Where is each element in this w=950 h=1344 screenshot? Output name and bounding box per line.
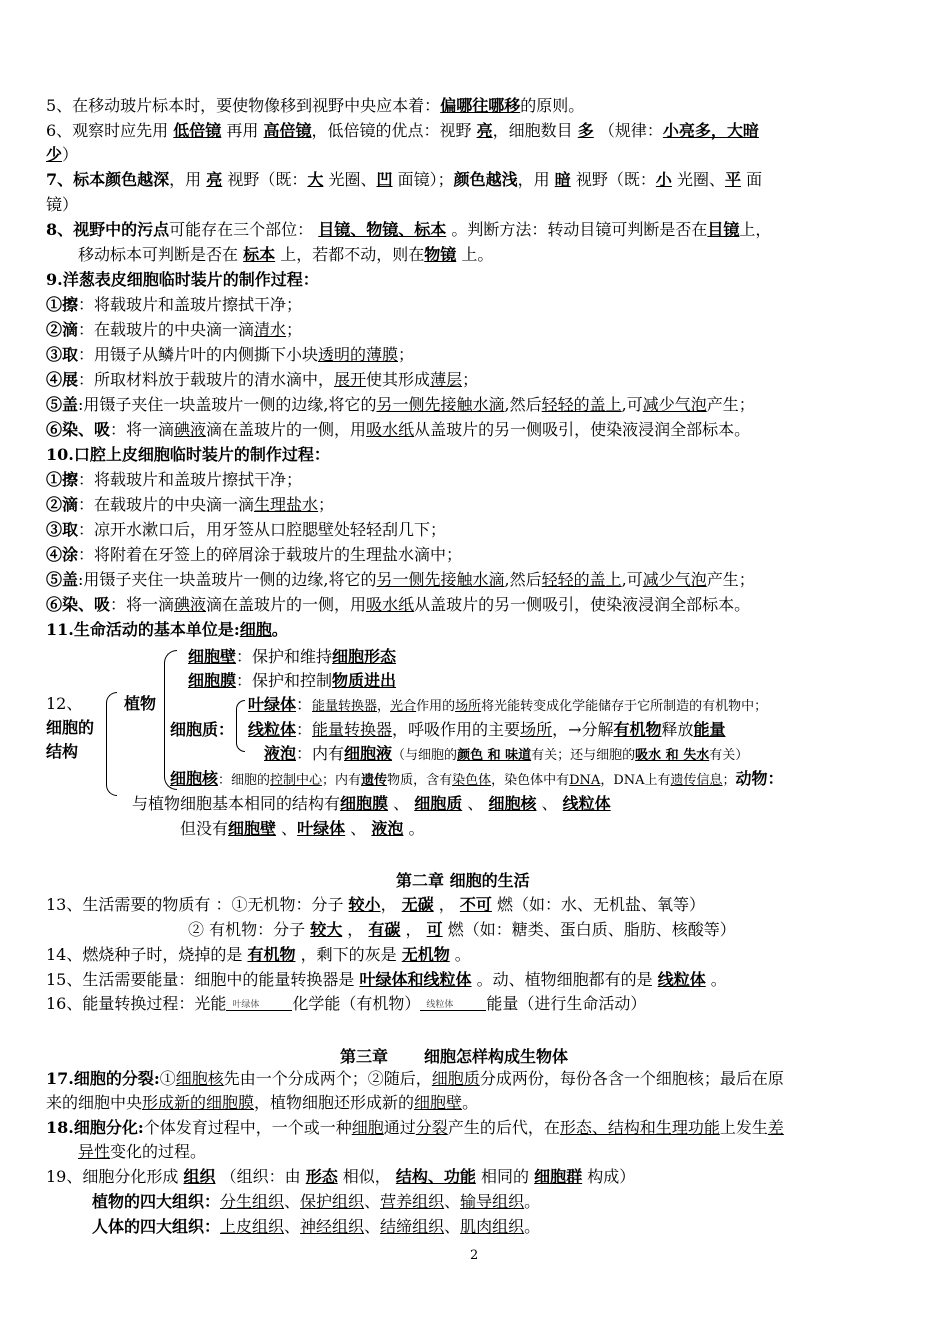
answer: 细胞膜 — [340, 794, 389, 813]
step-key: ⑥染、吸 — [46, 420, 111, 439]
answer: 有碳 — [368, 920, 401, 939]
text: 释放 — [661, 720, 694, 739]
text: （组织：由 — [220, 1167, 301, 1186]
text: ： — [296, 695, 313, 714]
answer: 营养组织 — [380, 1192, 445, 1211]
text: 。 — [524, 1217, 541, 1236]
item-18-cont — [78, 1140, 206, 1164]
text: 从盖玻片的另一侧吸引，使染液浸润全部标本。 — [414, 420, 751, 439]
answer: 多 — [577, 121, 594, 140]
text: 的原则。 — [520, 96, 585, 115]
answer: 线粒体 — [657, 970, 706, 989]
text: 。 — [271, 620, 288, 639]
answer: 光合 — [390, 699, 417, 714]
answer: 亮 — [206, 170, 223, 189]
text: 视野（既： — [227, 170, 308, 189]
text: 移动标本可判断是否在 — [78, 245, 239, 264]
step-key: ④涂 — [46, 545, 79, 564]
text: ， — [405, 920, 422, 939]
item-17-cont — [46, 1091, 478, 1115]
text: 上。 — [461, 245, 494, 264]
term: 线粒体 — [248, 720, 297, 739]
text: 有关） — [709, 748, 749, 763]
answer: 生理盐水 — [254, 495, 319, 514]
answer: 轻轻的盖上 — [541, 395, 622, 414]
step-key: ③取 — [46, 520, 79, 539]
text: ：在载玻片的中央滴一滴 — [78, 495, 255, 514]
answer: 能量转换器 — [312, 720, 393, 739]
answer: 偏哪往哪移 — [440, 96, 521, 115]
text: 燃（如：糖类、蛋白质、脂肪、核酸等） — [447, 920, 736, 939]
term: 细胞核 — [170, 769, 219, 788]
item-18 — [46, 1116, 784, 1140]
text: 5、在移动玻片标本时，要使物像移到视野中央应本着： — [46, 96, 441, 115]
answer: 较小 — [348, 895, 381, 914]
text: ： — [218, 720, 235, 739]
text: 16、能量转换过程：光能 — [46, 994, 227, 1013]
step-key: ②滴 — [46, 320, 79, 339]
answer: 小亮多，大暗 — [662, 121, 759, 140]
answer: 有机物 — [247, 945, 296, 964]
answer: 遗传信息 — [670, 773, 723, 788]
text: ，DNA上有 — [600, 773, 671, 788]
text: 、 — [281, 819, 298, 838]
text: :用镊子夹住一块盖玻片一侧的边缘,将它的 — [78, 570, 377, 589]
answer: 可 — [426, 920, 443, 939]
item-10-step — [46, 543, 462, 567]
answer: 低倍镜 — [173, 121, 222, 140]
item-13-cont — [188, 918, 736, 942]
answer: 线粒体 — [562, 794, 611, 813]
answer: 形态 — [305, 1167, 338, 1186]
text: 上发生 — [719, 1118, 768, 1137]
animal-not-row — [180, 817, 424, 841]
answer: 暗 — [554, 170, 571, 189]
text: 19、细胞分化形成 — [46, 1167, 179, 1186]
answer: 另一侧先接触水滴 — [376, 395, 505, 414]
answer: 细胞质 — [431, 1069, 480, 1088]
answer: 吸水纸 — [366, 420, 415, 439]
text: ，→分解 — [552, 720, 614, 739]
item-9-title: 9.洋葱表皮细胞临时装片的制作过程： — [46, 270, 319, 289]
answer: 亮 — [476, 121, 493, 140]
text: 光圈、 — [676, 170, 725, 189]
text: 先由一个分成两个；②随后， — [223, 1069, 432, 1088]
item-9-step — [46, 318, 302, 342]
answer: 物质进出 — [332, 671, 397, 690]
text: 13、生活需要的物质有 ：①无机物：分子 — [46, 895, 344, 914]
item-6 — [46, 119, 759, 143]
answer: 有机物 — [613, 720, 662, 739]
text: ：凉开水漱口后，用牙签从口腔腮壁处轻轻刮几下； — [78, 520, 447, 539]
answer: 细胞 — [351, 1118, 384, 1137]
step-key: ①擦 — [46, 295, 79, 314]
answer: 减少气泡 — [642, 395, 707, 414]
text: ：保护和维持 — [236, 647, 333, 666]
answer: 吸水纸 — [366, 595, 415, 614]
plant-tissues — [92, 1190, 540, 1214]
chapter-2-heading: 第二章 细胞的生活 — [396, 871, 530, 890]
chapter-3-heading — [340, 1044, 568, 1067]
text: 使其形成 — [366, 370, 431, 389]
text: 产生的后代，在 — [447, 1118, 560, 1137]
item-15 — [46, 968, 727, 992]
text: 分成两份，每份各含一个细胞核；最后在原 — [479, 1069, 784, 1088]
item-8 — [46, 218, 771, 242]
item-12-label: 细胞的 — [46, 718, 95, 737]
text: ； — [318, 495, 335, 514]
answer: 较大 — [310, 920, 343, 939]
text: ） — [62, 145, 79, 164]
answer: 轻轻的盖上 — [541, 570, 622, 589]
text: 与植物细胞基本相同的结构有 — [132, 794, 341, 813]
answer: 神经组织 — [300, 1217, 365, 1236]
text: 光圈、 — [328, 170, 377, 189]
text: ，用 — [169, 170, 202, 189]
text: 、 — [284, 1217, 301, 1236]
text: 。动、植物细胞都有的是 — [476, 970, 653, 989]
text: 。 — [408, 819, 425, 838]
animal-label: 动物 — [735, 769, 768, 788]
text: ：将一滴 — [110, 420, 175, 439]
step-key: ②滴 — [46, 495, 79, 514]
answer: 异性 — [78, 1142, 111, 1161]
text: 14、燃烧种子时，烧掉的是 — [46, 945, 243, 964]
answer: 能量 — [693, 720, 726, 739]
text: :用镊子夹住一块盖玻片一侧的边缘,将它的 — [78, 395, 377, 414]
answer: 场所 — [520, 720, 553, 739]
text: 来的细胞中央 — [46, 1093, 143, 1112]
term: 叶绿体 — [248, 695, 297, 714]
item-7 — [46, 168, 762, 192]
text: 。判断方法：转动目镜可判断是否在 — [451, 220, 708, 239]
item-11 — [46, 618, 288, 642]
item-8-cont — [78, 243, 493, 267]
arrow-label: 叶绿体 — [232, 999, 260, 1010]
answer: 结缔组织 — [380, 1217, 445, 1236]
mitochondria-row — [248, 718, 726, 742]
answer: 细胞群 — [534, 1167, 583, 1186]
answer: 输导组织 — [460, 1192, 525, 1211]
text: 视野（既： — [575, 170, 656, 189]
item-7-cont — [46, 193, 78, 217]
answer: 减少气泡 — [642, 570, 707, 589]
item-6-cont — [46, 143, 78, 167]
step-key: ①擦 — [46, 470, 79, 489]
answer: 叶绿体和线粒体 — [359, 970, 472, 989]
text: ，植物细胞还形成新的 — [254, 1093, 415, 1112]
answer: 分裂 — [415, 1118, 448, 1137]
text: 能量（进行生命活动） — [486, 994, 647, 1013]
answer: 标本 — [243, 245, 276, 264]
answer: 上皮组织 — [220, 1217, 285, 1236]
text: 、 — [284, 1192, 301, 1211]
text: ， — [347, 920, 364, 939]
text: ,然后 — [504, 570, 542, 589]
item-14 — [46, 943, 471, 967]
text: 物质，含有 — [387, 773, 453, 788]
text: 变化的过程。 — [110, 1142, 207, 1161]
text: 、 — [350, 819, 367, 838]
text: 通过 — [383, 1118, 416, 1137]
text: 相似， — [342, 1167, 391, 1186]
text: 再用 — [226, 121, 259, 140]
answer: 颜色 和 味道 — [457, 748, 532, 763]
text: 化学能（有机物） — [292, 994, 421, 1013]
answer: 组织 — [183, 1167, 216, 1186]
text: 18.细胞分化: — [46, 1118, 144, 1137]
answer: 碘液 — [174, 595, 207, 614]
answer: 平 — [725, 170, 742, 189]
text: 植物的四大组织： — [92, 1192, 221, 1211]
text: 。 — [462, 1093, 479, 1112]
text: （规律： — [598, 121, 663, 140]
answer: 细胞核 — [175, 1069, 224, 1088]
text: ,然后 — [504, 395, 542, 414]
answer: 细胞壁 — [414, 1093, 463, 1112]
text: 8、视野中的污点 — [46, 220, 170, 239]
text: ， — [380, 895, 397, 914]
text: 面镜）； — [397, 170, 454, 189]
answer: 展开 — [334, 370, 367, 389]
term: 细胞壁 — [188, 647, 237, 666]
answer: 清水 — [254, 320, 287, 339]
text: 、 — [364, 1192, 381, 1211]
plant-label: 植物 — [124, 694, 157, 713]
text: 滴在盖玻片的一侧，用 — [206, 595, 367, 614]
text: 、 — [444, 1217, 461, 1236]
text: ,可 — [621, 395, 643, 414]
answer: 差 — [767, 1118, 784, 1137]
answer: 形成新的细胞膜 — [142, 1093, 255, 1112]
text: 镜） — [46, 195, 79, 214]
answer: 目镜、物镜、标本 — [318, 220, 447, 239]
text: 、 — [393, 794, 410, 813]
cell-membrane-row — [188, 669, 396, 693]
text: 相同的 — [481, 1167, 530, 1186]
text: 17.细胞的分裂: — [46, 1069, 160, 1088]
answer: 凹 — [376, 170, 393, 189]
text: 6、观察时应先用 — [46, 121, 169, 140]
text: 、 — [541, 794, 558, 813]
text: 可能存在三个部位： — [169, 220, 314, 239]
brace — [106, 692, 117, 796]
text: 产生； — [706, 570, 755, 589]
answer: 吸水 和 失水 — [635, 748, 710, 763]
item-9-step — [46, 418, 750, 442]
answer: 保护组织 — [300, 1192, 365, 1211]
animal-same-row — [132, 792, 611, 816]
answer: 细胞核 — [488, 794, 537, 813]
text: 细胞怎样构成生物体 — [424, 1047, 569, 1066]
item-9-step — [46, 293, 302, 317]
item-10-title: 10.口腔上皮细胞临时装片的制作过程： — [46, 445, 330, 464]
text: 有关；还与细胞的 — [531, 748, 636, 763]
answer: 场所 — [455, 699, 482, 714]
text: 。 — [454, 945, 471, 964]
text: ：所取材料放于载玻片的清水滴中， — [78, 370, 335, 389]
step-key: ③取 — [46, 345, 79, 364]
answer: 透明的薄膜 — [318, 345, 399, 364]
item-10-step — [46, 593, 750, 617]
text: 个体发育过程中，一个或一种 — [143, 1118, 352, 1137]
item-16 — [46, 992, 646, 1016]
answer: 染色体 — [452, 773, 492, 788]
text: ， — [438, 895, 455, 914]
answer: 小 — [655, 170, 672, 189]
text: ② 有机物：分子 — [188, 920, 306, 939]
text: 将光能转变成化学能储存于它所制造的有机物中； — [481, 699, 768, 714]
answer: 控制中心 — [270, 773, 323, 788]
text: ：用镊子从鳞片叶的内侧撕下小块 — [78, 345, 319, 364]
text: ：将载玻片和盖玻片擦拭干净； — [78, 470, 303, 489]
text: ：将一滴 — [110, 595, 175, 614]
text: ； — [398, 345, 415, 364]
item-9-step — [46, 368, 478, 392]
item-12-number: 12、 — [46, 694, 83, 713]
text: ； — [722, 773, 736, 788]
text: 构成） — [587, 1167, 636, 1186]
text: ：在载玻片的中央滴一滴 — [78, 320, 255, 339]
vacuole-row — [264, 742, 748, 768]
text: 从盖玻片的另一侧吸引，使染液浸润全部标本。 — [414, 595, 751, 614]
text: ，用 — [517, 170, 550, 189]
text: ：将载玻片和盖玻片擦拭干净； — [78, 295, 303, 314]
text: ,可 — [621, 570, 643, 589]
answer: 物镜 — [424, 245, 457, 264]
human-tissues — [92, 1215, 540, 1239]
answer: 大 — [307, 170, 324, 189]
answer: 少 — [46, 145, 63, 164]
item-10-step — [46, 518, 446, 542]
cell-wall-row — [188, 645, 396, 669]
answer: DNA — [569, 773, 601, 788]
answer: 遗传 — [361, 773, 388, 788]
term: 细胞膜 — [188, 671, 237, 690]
brace — [236, 700, 245, 752]
text: ，呼吸作用的主要 — [392, 720, 521, 739]
text: 颜色越浅 — [453, 170, 518, 189]
step-key: ⑥染、吸 — [46, 595, 111, 614]
text: ：保护和控制 — [236, 671, 333, 690]
text: 。 — [710, 970, 727, 989]
text: ： — [296, 720, 313, 739]
item-12-label: 结构 — [46, 742, 79, 761]
text: ：细胞的 — [218, 773, 271, 788]
text: ，低倍镜的优点：视野 — [311, 121, 472, 140]
text: （与细胞的 — [392, 748, 458, 763]
answer: 不可 — [459, 895, 492, 914]
text: ； — [462, 370, 479, 389]
step-key: ④展 — [46, 370, 79, 389]
text: 人体的四大组织： — [92, 1217, 221, 1236]
answer: 液泡 — [371, 819, 404, 838]
step-key: ⑤盖 — [46, 395, 79, 414]
text: 上， — [739, 220, 772, 239]
answer: 薄层 — [430, 370, 463, 389]
answer: 无机物 — [401, 945, 450, 964]
answer: 细胞 — [239, 620, 272, 639]
text: ：将附着在牙签上的碎屑涂于载玻片的生理盐水滴中； — [78, 545, 463, 564]
item-10-step — [46, 568, 755, 592]
item-5 — [46, 94, 584, 118]
item-19 — [46, 1165, 635, 1189]
text: ， — [377, 699, 391, 714]
text: 产生； — [706, 395, 755, 414]
arrow — [226, 995, 292, 1015]
text: ，剩下的灰是 — [300, 945, 397, 964]
answer: 无碳 — [401, 895, 434, 914]
item-9-step — [46, 343, 414, 367]
text: ，细胞数目 — [492, 121, 573, 140]
item-10-step — [46, 493, 334, 517]
cytoplasm-label — [170, 718, 234, 742]
item-13 — [46, 893, 705, 917]
text: 、 — [444, 1192, 461, 1211]
text: 15、生活需要能量：细胞中的能量转换器是 — [46, 970, 355, 989]
answer: 细胞液 — [344, 744, 393, 763]
answer: 细胞壁 — [228, 819, 277, 838]
answer: 分生组织 — [220, 1192, 285, 1211]
text: ：内有 — [296, 744, 345, 763]
answer: 目镜 — [707, 220, 740, 239]
text: 、 — [467, 794, 484, 813]
answer: 高倍镜 — [263, 121, 312, 140]
answer: 形态、结构和生理功能 — [559, 1118, 720, 1137]
item-9-step — [46, 393, 755, 417]
answer: 细胞形态 — [332, 647, 397, 666]
text: ； — [286, 320, 303, 339]
arrow-label: 线粒体 — [426, 999, 454, 1010]
text: ，染色体中有 — [491, 773, 570, 788]
text: 。 — [524, 1192, 541, 1211]
text: 面 — [746, 170, 763, 189]
answer: 细胞质 — [414, 794, 463, 813]
text: 第三章 — [340, 1047, 389, 1066]
text: 细胞质 — [170, 720, 219, 739]
nucleus-row: 细胞核：细胞的控制中心；内有遗传物质，含有染色体，染色体中有DNA，DNA上有遗传信息；动物： — [170, 769, 784, 788]
text: 但没有 — [180, 819, 229, 838]
item-17 — [46, 1067, 784, 1091]
answer: 能量转换器 — [312, 699, 378, 714]
text: ① — [159, 1069, 176, 1088]
term: 液泡 — [264, 744, 297, 763]
text: 作用的 — [416, 699, 456, 714]
arrow — [420, 995, 486, 1015]
page-number: 2 — [470, 1248, 479, 1263]
item-10-step — [46, 468, 302, 492]
text: 上，若都不动，则在 — [280, 245, 425, 264]
text: 7、标本颜色越深 — [46, 170, 170, 189]
text: 、 — [364, 1217, 381, 1236]
answer: 叶绿体 — [297, 819, 346, 838]
text: 滴在盖玻片的一侧，用 — [206, 420, 367, 439]
text: ；内有 — [322, 773, 362, 788]
answer: 结构、功能 — [395, 1167, 476, 1186]
step-key: ⑤盖 — [46, 570, 79, 589]
text: 燃（如：水、无机盐、氧等） — [497, 895, 706, 914]
text: 11.生命活动的基本单位是: — [46, 620, 240, 639]
answer: 肌肉组织 — [460, 1217, 525, 1236]
answer: 另一侧先接触水滴 — [376, 570, 505, 589]
chloroplast-row — [248, 693, 767, 719]
answer: 碘液 — [174, 420, 207, 439]
